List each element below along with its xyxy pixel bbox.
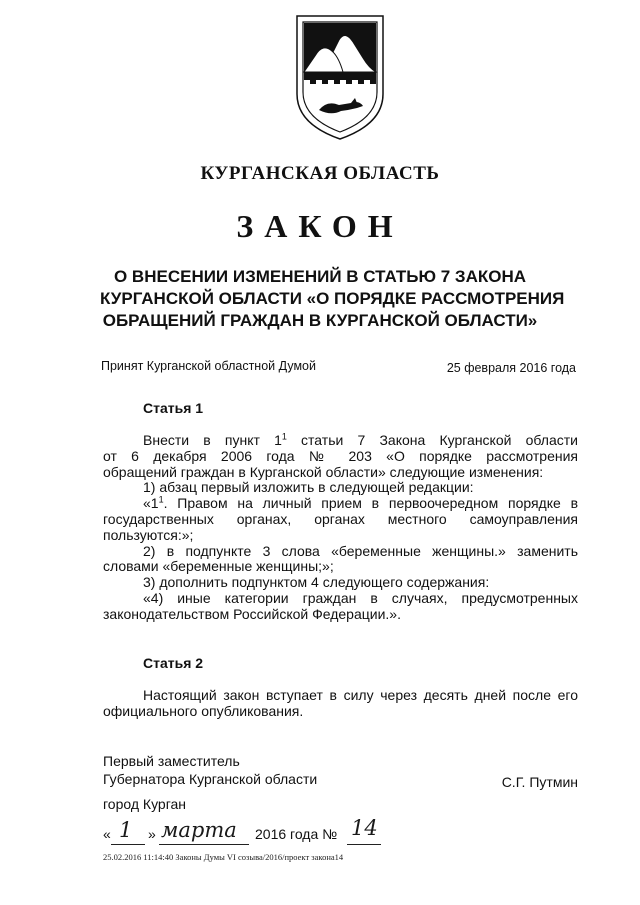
signing-date-line bbox=[103, 816, 403, 850]
law-title-line: ОБРАЩЕНИЙ ГРАЖДАН В КУРГАНСКОЙ ОБЛАСТИ» bbox=[102, 311, 538, 330]
article-1-body bbox=[103, 433, 578, 623]
adoption-date: 25 февраля 2016 года bbox=[446, 361, 576, 375]
item-3-line: «4) иные категории граждан в случаях, предусмотренных bbox=[143, 589, 578, 606]
paragraph-line: Настоящий закон вступает в силу через десять дней после его bbox=[143, 687, 578, 703]
signatory-title-line: Губернатора Курганской области bbox=[103, 771, 318, 787]
paragraph-line: Внести в пункт $1^1$ статьи 7 Закона Курганской области bbox=[143, 431, 578, 448]
handwritten-month: марта bbox=[161, 818, 237, 842]
signatory-name: С.Г. Путмин bbox=[501, 774, 578, 790]
month-underline bbox=[159, 844, 249, 845]
law-title-line: О ВНЕСЕНИИ ИЗМЕНЕНИЙ В СТАТЬЮ 7 ЗАКОНА bbox=[113, 267, 527, 286]
close-quote: » bbox=[148, 826, 156, 842]
year-and-number-label: 2016 года № bbox=[255, 826, 338, 842]
signatory-title bbox=[103, 752, 317, 788]
law-title-line: КУРГАНСКОЙ ОБЛАСТИ «О ПОРЯДКЕ РАССМОТРЕНИЯ bbox=[100, 289, 565, 308]
paragraph-line: обращений граждан в Курганской области» следующие изменения: bbox=[103, 463, 544, 480]
item-1-line: «$1^1$. Правом на личный прием в первоочередном порядке в bbox=[143, 494, 578, 512]
item-1-line: пользуются:»; bbox=[103, 526, 194, 543]
law-title bbox=[100, 266, 565, 332]
document-type: ЗАКОН bbox=[236, 208, 404, 244]
document-footer-note: 25.02.2016 11:14:40 Законы Думы VI созыва/2016/проект закона14 bbox=[103, 852, 344, 862]
adoption-statement: Принят Курганской областной Думой bbox=[101, 359, 316, 373]
place-of-signing: город Курган bbox=[103, 796, 187, 812]
item-1-line: государственных органах, органах местного самоуправления bbox=[103, 510, 578, 527]
item-3-line: законодательством Российской Федерации.». bbox=[103, 605, 401, 622]
article-2-body bbox=[103, 688, 578, 720]
paragraph-line: официального опубликования. bbox=[103, 702, 304, 719]
item-2-line: словами «беременные женщины;»; bbox=[103, 558, 334, 575]
article-2-heading: Статья 2 bbox=[143, 655, 204, 671]
item-3-line: 3) дополнить подпунктом 4 следующего содержания: bbox=[143, 574, 490, 591]
handwritten-number: 14 bbox=[351, 816, 378, 840]
handwritten-day: 1 bbox=[119, 818, 133, 842]
open-quote: « bbox=[103, 826, 111, 842]
day-underline bbox=[111, 844, 145, 845]
item-1-line: 1) абзац первый изложить в следующей редакции: bbox=[143, 479, 474, 496]
number-underline bbox=[347, 844, 381, 845]
coat-of-arms-emblem bbox=[293, 12, 387, 142]
item-2-line: 2) в подпункте 3 слова «беременные женщины.» заменить bbox=[143, 542, 578, 559]
article-1-heading: Статья 1 bbox=[143, 400, 204, 416]
region-name: КУРГАНСКАЯ ОБЛАСТЬ bbox=[200, 163, 440, 184]
signatory-title-line: Первый заместитель bbox=[103, 753, 240, 769]
paragraph-line: от 6 декабря 2006 года № 203 «О порядке рассмотрения bbox=[103, 447, 578, 464]
